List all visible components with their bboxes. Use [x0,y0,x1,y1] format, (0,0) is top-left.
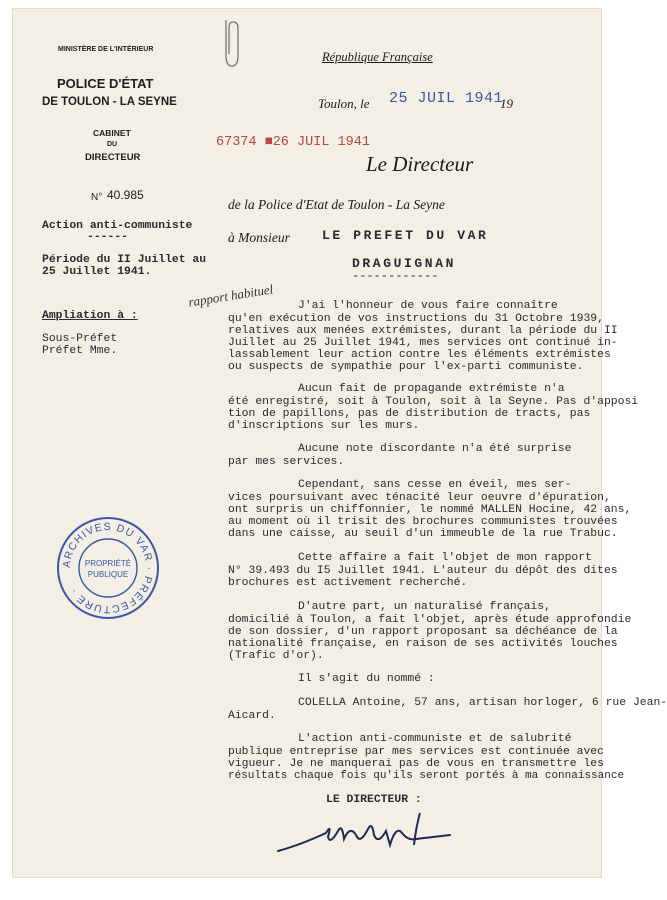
cabinet-director: DIRECTEUR [85,152,141,163]
body-line: au moment où il trisit des brochures communistes trouvées [228,516,618,528]
body-line: Il s'agit du nommé : [298,673,435,685]
signature [270,805,470,865]
body-line: brochures est activement recherché. [228,577,468,589]
body-line: Aucune note discordante n'a été surprise [298,443,572,455]
ampliation-item-1: Sous-Préfet [42,333,118,345]
addressee-prefix: à Monsieur [228,230,290,245]
body-line: dans une caisse, au seuil d'un immeuble de la rue Trabuc. [228,528,618,540]
body-line: de son dossier, d'un rapport proposant sa déchéance de la [228,626,618,638]
body-line: d'inscriptions sur les murs. [228,420,420,432]
body-line: Cette affaire a fait l'objet de mon rapport [298,552,592,564]
body-line: Cependant, sans cesse en éveil, mes ser- [298,479,572,491]
cabinet-du: DU [107,141,118,148]
archive-stamp-center-1: PROPRIÉTÉ [84,559,132,568]
archive-stamp-ring-text: ARCHIVES DU VAR · PRÉFECTURE · [60,520,156,616]
addressee: LE PREFET DU VAR [322,228,489,243]
ministry-label: MINISTÈRE DE L'INTÉRIEUR [58,46,154,53]
reference-number: 40.985 [107,188,144,202]
registration-stamp: 67374 ■26 JUIL 1941 [216,135,370,150]
body-line: relatives aux menées extrémistes, durant la période du II [228,325,618,337]
body-line: par mes services. [228,456,345,468]
body-line: L'action anti-communiste et de salubrité [298,733,572,745]
paperclip-icon [216,16,246,72]
year-suffix: 19 [500,96,513,111]
body-line: Aicard. [228,710,276,722]
cabinet-label: CABINET [93,128,131,138]
body-line: publique entreprise par mes services est continuée avec [228,746,604,758]
number-label: N° [91,192,103,203]
archive-stamp-center-2: PUBLIQUE [87,570,129,579]
body-line: COLELLA Antoine, 57 ans, artisan horloger, 6 rue Jean- [298,697,667,709]
body-line: Juillet au 25 Juillet 1941, mes services ont continué in- [228,337,618,349]
body-line: ou suspects de sympathie pour l'ex-parti communiste. [228,361,584,373]
police-of: de la Police d'Etat de Toulon - La Seyne [228,197,445,212]
signoff: LE DIRECTEUR : [326,794,422,806]
body-line: (Trafic d'or). [228,650,324,662]
archive-stamp [56,516,160,620]
body-line: nationalité française, en raison de ses activités louches [228,638,618,650]
handwritten-note: rapport habituel [187,281,275,310]
police-title: POLICE D'ÉTAT [57,76,154,91]
subject-line: Action anti-communiste [42,220,193,232]
body-line: ont surpris un chiffonnier, le nommé MALLEN Hocine, 42 ans, [228,504,632,516]
body-line: qu'en exécution de vos instructions du 31 Octobre 1939, [228,313,604,325]
body-line: Aucun fait de propagande extrémiste n'a [298,383,565,395]
director-title: Le Directeur [366,152,474,176]
body-line: résultats chaque fois qu'ils seront portés à ma connaissance [228,770,625,782]
body-line: D'autre part, un naturalisé français, [298,601,551,613]
body-line: lassablement leur action contre les éléments extrémistes [228,349,611,361]
subject-dashes: ------ [87,231,129,243]
period-line-2: 25 Juillet 1941. [42,266,152,278]
ampliation-label: Ampliation à : [42,310,138,322]
body-line: tion de papillons, pas de distribution de tracts, pas [228,408,591,420]
body-line: domicilié à Toulon, a fait l'objet, après étude approfondie [228,614,632,626]
body-line: été enregistré, soit à Toulon, soit à la Seyne. Pas d'apposi [228,396,639,408]
republic-heading: République Française [322,50,433,64]
date-stamp: 25 JUIL 1941 [389,90,504,107]
body-line: J'ai l'honneur de vous faire connaître [298,300,558,312]
city-dashes: ------------ [352,269,439,283]
police-subtitle: DE TOULON - LA SEYNE [42,96,177,108]
addressee-city: DRAGUIGNAN [352,256,457,271]
body-line: vigueur. Je ne manquerai pas de vous en transmettre les [228,758,604,770]
period-line-1: Période du II Juillet au [42,254,207,266]
place-date-label: Toulon, le [318,96,370,111]
body-line: vices poursuivant avec ténacité leur oeuvre d'épuration, [228,492,611,504]
body-line: N° 39.493 du I5 Juillet 1941. L'auteur du dépôt des dites [228,565,618,577]
ampliation-item-2: Préfet Mme. [42,345,118,357]
